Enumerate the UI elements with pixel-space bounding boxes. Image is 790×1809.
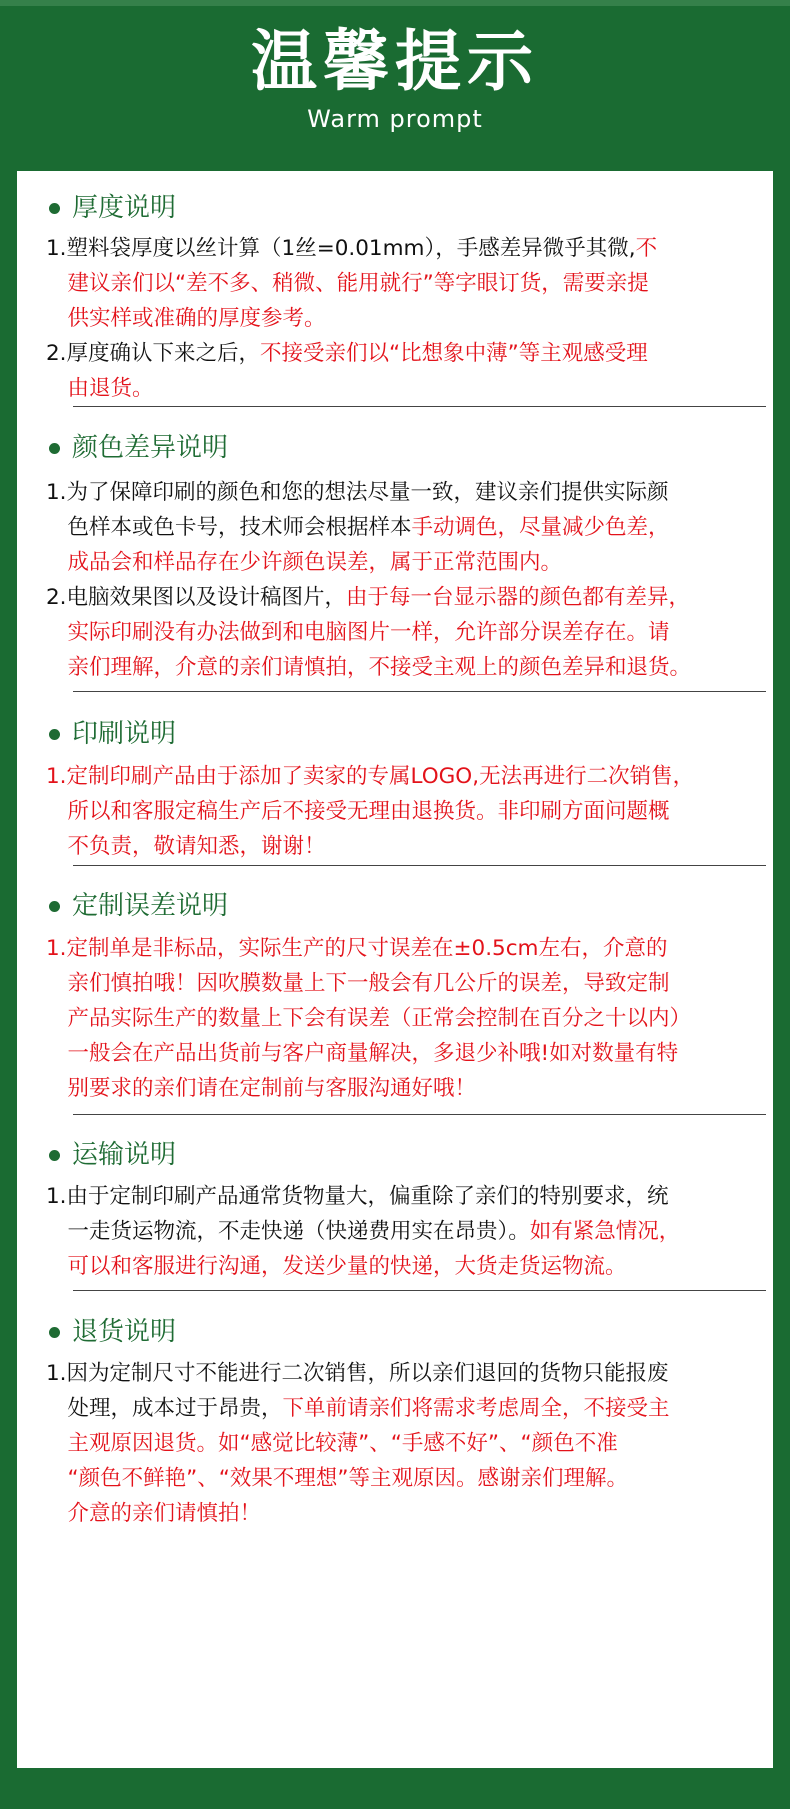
warning-text: 不接受亲们以“比想象中薄”等主观感受理 <box>260 341 648 366</box>
section-title <box>49 1137 176 1173</box>
text-line <box>46 929 668 969</box>
body-text: 色样本或色卡号，技术师会根据样本 <box>46 515 412 540</box>
warning-text: “颜色不鲜艳”、“效果不理想”等主观原因。感谢亲们理解。 <box>46 1466 629 1491</box>
warning-text: 实际印刷没有办法做到和电脑图片一样，允许部分误差存在。请 <box>46 620 670 645</box>
body-text: 处理，成本过于昂贵， <box>46 1396 283 1421</box>
bullet-dot-icon <box>49 1327 60 1338</box>
body-text: 1.因为定制尺寸不能进行二次销售，所以亲们退回的货物只能报废 <box>46 1361 669 1386</box>
text-line <box>46 229 657 269</box>
section-title <box>49 1314 176 1350</box>
section-title-text: 退货说明 <box>72 1317 177 1347</box>
text-line <box>46 473 669 513</box>
page-header <box>0 20 790 134</box>
text-line <box>46 1177 669 1217</box>
section-title-text: 颜色差异说明 <box>72 433 229 463</box>
body-text: 2.电脑效果图以及设计稿图片， <box>46 585 347 610</box>
top-accent-line <box>0 0 790 6</box>
section-title-text: 厚度说明 <box>72 193 177 223</box>
text-line <box>46 757 694 797</box>
warning-text: 供实样或准确的厚度参考。 <box>46 306 326 331</box>
section-divider <box>73 1114 766 1115</box>
warning-text: 下单前请亲们将需求考虑周全，不接受主 <box>282 1396 670 1421</box>
text-line <box>46 369 154 409</box>
warning-text: 1.定制单是非标品，实际生产的尺寸误差在±0.5cm左右，介意的 <box>46 936 668 961</box>
page-subtitle: Warm prompt <box>307 105 483 133</box>
text-line <box>46 299 326 339</box>
warning-text: 由退货。 <box>46 376 154 401</box>
section-title-text: 运输说明 <box>72 1140 177 1170</box>
warning-text: 不负责，敬请知悉，谢谢！ <box>46 834 326 859</box>
warning-text: 建议亲们以“差不多、稍微、能用就行”等字眼订货，需要亲提 <box>46 271 649 296</box>
text-line <box>46 1069 476 1109</box>
section-divider <box>73 1290 766 1291</box>
page-title: 温馨提示 <box>251 23 539 100</box>
warning-text: 亲们理解，介意的亲们请慎拍，不接受主观上的颜色差异和退货。 <box>46 655 692 680</box>
text-line <box>46 648 691 688</box>
text-line <box>46 827 326 867</box>
body-text: 1.塑料袋厚度以丝计算（1丝=0.01mm），手感差异微乎其微, <box>46 236 636 261</box>
bullet-dot-icon <box>49 1150 60 1161</box>
text-line <box>46 1354 669 1394</box>
section-title <box>49 190 176 226</box>
warning-text: 所以和客服定稿生产后不接受无理由退换货。非印刷方面问题概 <box>46 799 670 824</box>
warning-text: 主观原因退货。如“感觉比较薄”、“手感不好”、“颜色不准 <box>46 1431 618 1456</box>
text-line <box>46 578 690 618</box>
section-title <box>49 430 228 466</box>
text-line <box>46 1247 627 1287</box>
text-line <box>46 1459 628 1499</box>
text-line <box>46 964 670 1004</box>
warning-text: 成品会和样品存在少许颜色误差，属于正常范围内。 <box>46 550 563 575</box>
text-line <box>46 999 691 1039</box>
warning-text: 不 <box>635 236 658 261</box>
section-title <box>49 888 228 924</box>
section-divider <box>73 406 766 407</box>
text-line <box>46 1212 680 1252</box>
bullet-dot-icon <box>49 901 60 912</box>
warning-text: 如有紧急情况， <box>529 1219 681 1244</box>
warning-text: 1.定制印刷产品由于添加了卖家的专属LOGO,无法再进行二次销售， <box>46 764 695 789</box>
body-text: 1.为了保障印刷的颜色和您的想法尽量一致，建议亲们提供实际颜 <box>46 480 669 505</box>
body-text: 2.厚度确认下来之后， <box>46 341 261 366</box>
text-line <box>46 613 670 653</box>
bullet-dot-icon <box>49 729 60 740</box>
text-line <box>46 1424 618 1464</box>
text-line <box>46 1494 261 1534</box>
warning-text: 手动调色，尽量减少色差， <box>411 515 670 540</box>
warning-text: 产品实际生产的数量上下会有误差（正常会控制在百分之十以内） <box>46 1006 692 1031</box>
section-title-text: 定制误差说明 <box>72 891 229 921</box>
notice-panel <box>17 171 773 1768</box>
body-text: 1.由于定制印刷产品通常货物量大，偏重除了亲们的特别要求，统 <box>46 1184 669 1209</box>
text-line <box>46 334 648 374</box>
warning-text: 别要求的亲们请在定制前与客服沟通好哦！ <box>46 1076 477 1101</box>
section-title-text: 印刷说明 <box>72 719 177 749</box>
text-line <box>46 1389 670 1429</box>
body-text: 一走货运物流，不走快递（快递费用实在昂贵）。 <box>46 1219 530 1244</box>
warning-text: 亲们慎拍哦！因吹膜数量上下一般会有几公斤的误差，导致定制 <box>46 971 670 996</box>
text-line <box>46 264 649 304</box>
section-title <box>49 716 176 752</box>
text-line <box>46 1034 678 1074</box>
warning-text: 一般会在产品出货前与客户商量解决，多退少补哦!如对数量有特 <box>46 1041 679 1066</box>
section-divider <box>73 865 766 866</box>
warning-text: 由于每一台显示器的颜色都有差异， <box>346 585 691 610</box>
text-line <box>46 792 670 832</box>
bullet-dot-icon <box>49 203 60 214</box>
text-line <box>46 508 670 548</box>
warning-text: 介意的亲们请慎拍！ <box>46 1501 262 1526</box>
section-divider <box>73 691 766 692</box>
bullet-dot-icon <box>49 443 60 454</box>
text-line <box>46 543 562 583</box>
warning-text: 可以和客服进行沟通，发送少量的快递，大货走货运物流。 <box>46 1254 627 1279</box>
